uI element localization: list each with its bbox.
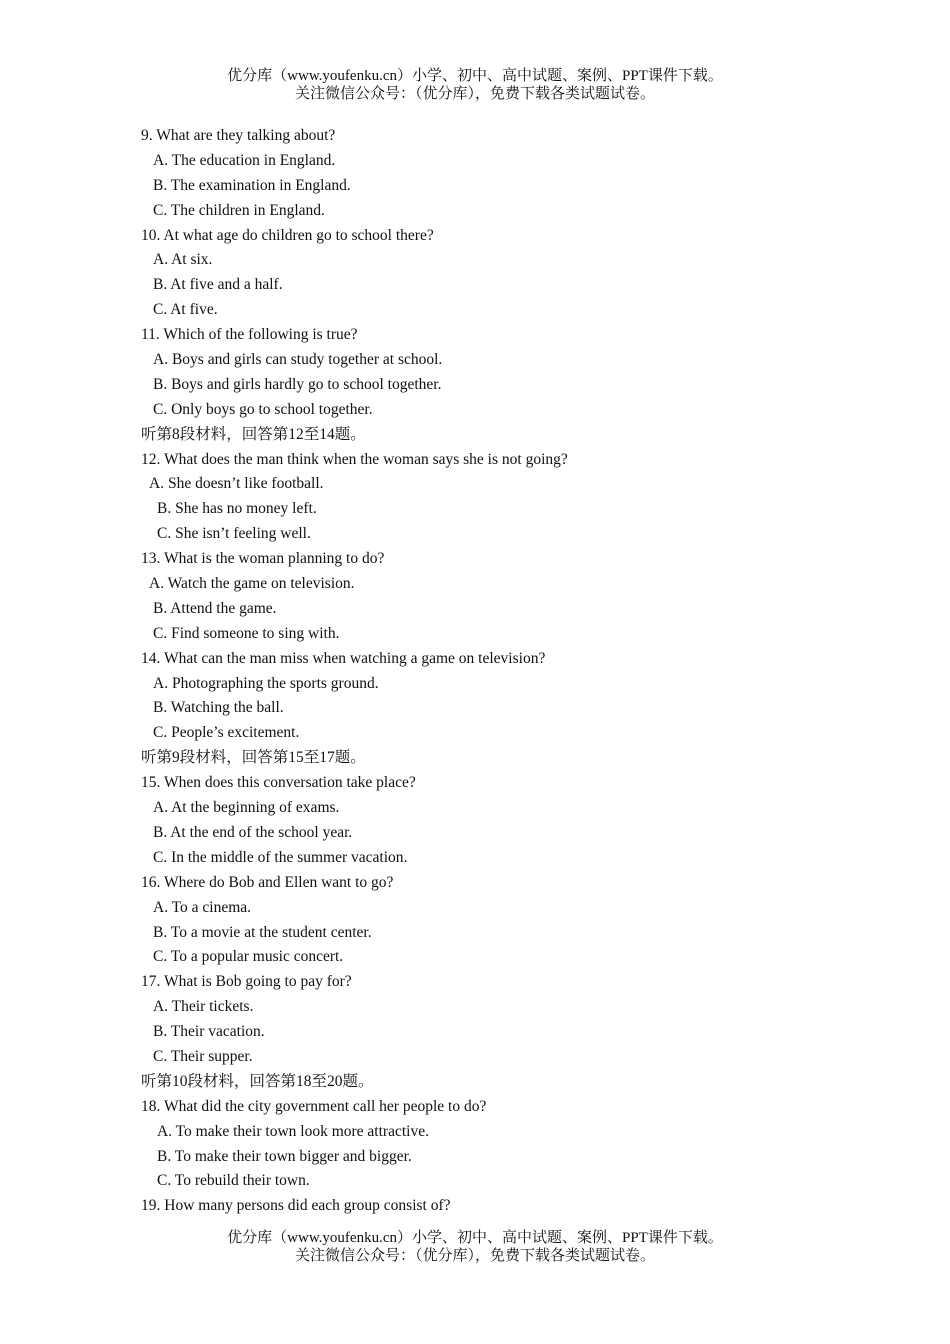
question-16: 16. Where do Bob and Ellen want to go? <box>141 873 394 891</box>
question-18: 18. What did the city government call her people to do? <box>141 1097 487 1115</box>
section-heading-10: 听第10段材料，回答第18至20题。 <box>141 1072 374 1090</box>
option-9b: B. The examination in England. <box>153 176 351 194</box>
option-13a: A. Watch the game on television. <box>149 575 355 593</box>
option-13b: B. Attend the game. <box>153 599 277 617</box>
option-12b: B. She has no money left. <box>157 500 317 518</box>
option-14b: B. Watching the ball. <box>153 699 284 717</box>
page-header <box>0 67 950 103</box>
option-16a: A. To a cinema. <box>153 898 252 916</box>
footer-line-2: 关注微信公众号：（优分库），免费下载各类试题试卷。 <box>294 1248 655 1264</box>
option-15c: C. In the middle of the summer vacation. <box>153 848 408 866</box>
option-11a: A. Boys and girls can study together at school. <box>153 351 443 369</box>
question-17: 17. What is Bob going to pay for? <box>141 973 352 991</box>
page-footer <box>0 1229 950 1265</box>
option-14c: C. People’s excitement. <box>153 724 300 742</box>
option-16c: C. To a popular music concert. <box>153 948 344 966</box>
question-12: 12. What does the man think when the woman says she is not going? <box>141 450 568 468</box>
option-16b: B. To a movie at the student center. <box>153 923 372 941</box>
option-11b: B. Boys and girls hardly go to school together. <box>153 375 442 393</box>
question-10: 10. At what age do children go to school there? <box>141 226 434 244</box>
option-11c: C. Only boys go to school together. <box>153 400 373 418</box>
option-17b: B. Their vacation. <box>153 1023 265 1041</box>
footer-line-1: 优分库（www.youfenku.cn）小学、初中、高中试题、案例、PPT课件下载。 <box>227 1230 723 1246</box>
option-17c: C. Their supper. <box>153 1047 253 1065</box>
section-heading-8: 听第8段材料，回答第12至14题。 <box>141 425 366 443</box>
option-10b: B. At five and a half. <box>153 276 283 294</box>
option-12c: C. She isn’t feeling well. <box>157 525 311 543</box>
header-line-2: 关注微信公众号：（优分库），免费下载各类试题试卷。 <box>294 86 655 102</box>
option-17a: A. Their tickets. <box>153 998 254 1016</box>
section-heading-9: 听第9段材料，回答第15至17题。 <box>141 749 366 767</box>
option-10a: A. At six. <box>153 251 213 269</box>
option-10c: C. At five. <box>153 301 218 319</box>
option-9a: A. The education in England. <box>153 151 336 169</box>
option-18a: A. To make their town look more attractive. <box>157 1122 429 1140</box>
option-13c: C. Find someone to sing with. <box>153 624 340 642</box>
question-19: 19. How many persons did each group consist of? <box>141 1197 451 1215</box>
question-9: 9. What are they talking about? <box>141 127 336 144</box>
question-15: 15. When does this conversation take place? <box>141 774 416 792</box>
option-9c: C. The children in England. <box>153 201 325 219</box>
header-line-1: 优分库（www.youfenku.cn）小学、初中、高中试题、案例、PPT课件下载。 <box>227 68 723 84</box>
question-11: 11. Which of the following is true? <box>141 326 358 344</box>
option-15b: B. At the end of the school year. <box>153 823 353 841</box>
option-15a: A. At the beginning of exams. <box>153 799 340 817</box>
question-14: 14. What can the man miss when watching a game on television? <box>141 649 546 667</box>
option-18c: C. To rebuild their town. <box>157 1172 310 1190</box>
option-12a: A. She doesn’t like football. <box>149 475 324 493</box>
option-14a: A. Photographing the sports ground. <box>153 674 379 692</box>
question-13: 13. What is the woman planning to do? <box>141 550 385 568</box>
option-18b: B. To make their town bigger and bigger. <box>157 1147 412 1165</box>
question-list <box>141 124 861 1219</box>
